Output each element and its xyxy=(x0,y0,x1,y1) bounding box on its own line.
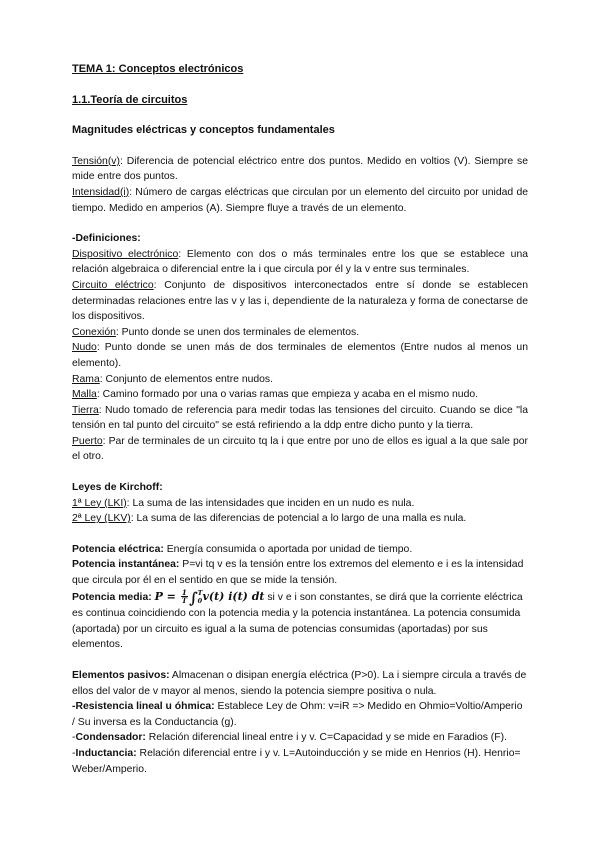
integral-sign: ∫ xyxy=(188,588,198,607)
definition-text: : Nudo tomado de referencia para medir todas las tensiones del circuito. Cuando se dice "la tensión en tal punto del circuito" se está refiriendo a la ddp entre dicho punto y la tierra. xyxy=(72,404,528,432)
definition-text: : Diferencia de potencial eléctrico entre dos puntos. Medido en voltios (V). Siempre se mide entre dos puntos. xyxy=(72,155,528,183)
intensidad-paragraph xyxy=(72,185,528,216)
resistencia-item xyxy=(72,699,528,730)
integral-upper-limit: T xyxy=(197,588,203,597)
fraction-denominator: T xyxy=(181,596,187,606)
kirchhoff-heading: Leyes de Kirchoff: xyxy=(72,482,163,494)
term: 1ª Ley (LKI) xyxy=(72,497,127,509)
term: Elementos pasivos: xyxy=(72,670,170,681)
term: 2ª Ley (LKV) xyxy=(72,513,131,525)
definition-text: : Conjunto de elementos entre nudos. xyxy=(99,373,274,385)
definition-text: : Camino formado por una o varias ramas que empieza y acaba en el mismo nudo. xyxy=(96,389,479,401)
term: Circuito eléctrico xyxy=(72,279,154,291)
term: Conexión xyxy=(72,326,116,338)
definition-item xyxy=(72,434,528,465)
term: Rama xyxy=(72,373,100,385)
document-title: TEMA 1: Conceptos electrónicos xyxy=(72,63,244,75)
term: Potencia eléctrica: xyxy=(72,543,164,555)
term: Potencia instantánea: xyxy=(72,559,180,571)
definition-text: : Elemento con dos o más terminales entre los que se establece una relación algebraica o diferencial entre la i que circula por él y la v entre sus terminales. xyxy=(72,248,528,276)
term: Dispositivo electrónico xyxy=(72,248,179,260)
formula-fraction xyxy=(181,589,188,604)
potencia-instantanea xyxy=(72,557,528,588)
dash: - xyxy=(72,732,76,744)
term: Intensidad(i) xyxy=(72,186,130,198)
integral-lower-limit: 0 xyxy=(197,596,203,605)
definition-text: Energía consumida o aportada por unidad de tiempo. xyxy=(163,543,413,555)
kirchhoff-law xyxy=(72,511,528,527)
fraction-numerator: 1 xyxy=(181,588,187,598)
definition-item xyxy=(72,403,528,434)
definition-item xyxy=(72,278,528,325)
definition-item xyxy=(72,387,528,403)
definition-item xyxy=(72,247,528,278)
term: Tierra xyxy=(72,404,99,416)
definition-text: : Número de cargas eléctricas que circulan por un elemento del circuito por unidad de tiempo. Medido en amperios (A). Siempre fluye a través de un elemento. xyxy=(72,186,528,214)
inductancia-item xyxy=(72,746,528,777)
condensador-item xyxy=(72,730,528,746)
term: Tensión(v) xyxy=(72,155,120,167)
dash: - xyxy=(72,747,76,759)
definition-text: : Punto donde se unen dos terminales de elementos. xyxy=(115,326,360,338)
tension-paragraph xyxy=(72,154,528,185)
definition-item xyxy=(72,325,528,341)
potencia-media-formula xyxy=(154,588,265,607)
definiciones-heading xyxy=(72,231,528,247)
definition-text: Relación diferencial lineal entre i y v. C=Capacidad y se mide en Faradios (F). xyxy=(145,732,507,744)
definition-text: Almacenan o disipan energía eléctrica (P>0). La i siempre circula a través de ellos del valor de v mayor al menos, siendo la potencia siempre positiva o nula. xyxy=(72,670,527,697)
term: Malla xyxy=(72,389,97,401)
term: -Resistencia lineal u óhmica: xyxy=(72,701,215,713)
definition-text: : Par de terminales de un circuito tq la i que entre por uno de ellos es igual a la que sale por el otro. xyxy=(72,435,528,463)
kirchhoff-law xyxy=(72,496,528,512)
heading-text: Definiciones: xyxy=(75,233,141,245)
law-text: : La suma de las intensidades que inciden en un nudo es nula. xyxy=(126,497,415,509)
term: Inductancia: xyxy=(75,747,137,759)
definition-item xyxy=(72,340,528,371)
section-heading: 1.1.Teoría de circuitos xyxy=(72,93,188,106)
term: Puerto xyxy=(72,435,103,447)
definition-text: : Conjunto de dispositivos interconectados entre sí donde se establecen determinadas relaciones entre las v y las i, dependiente de la naturaleza y forma de conectarse de los dispositivos. xyxy=(72,279,528,323)
term: Potencia media: xyxy=(72,591,152,603)
dash: - xyxy=(72,233,76,245)
term: Nudo xyxy=(72,342,97,354)
formula-integrand: v(t) i(t) dt xyxy=(202,589,265,603)
formula-lhs: P = xyxy=(154,589,180,603)
definition-text: : Punto donde se unen más de dos terminales de elementos (Entre nudos al menos un elemento). xyxy=(72,342,528,369)
potencia-media xyxy=(72,589,528,653)
definition-item xyxy=(72,372,528,388)
term: Condensador: xyxy=(75,732,146,744)
definition-text: P=vi tq v es la tensión entre los extremos del elemento e i es la intensidad que circula por él en el sentido en que se mide la tensión. xyxy=(72,559,524,587)
law-text: : La suma de las diferencias de potencial a lo largo de una malla es nula. xyxy=(130,513,467,525)
subsection-heading: Magnitudes eléctricas y conceptos fundamentales xyxy=(72,124,335,137)
document-page xyxy=(72,62,528,777)
definition-text: Establece Ley de Ohm: v=iR => Medido en Ohmio=Voltio/Amperio / Su inversa es la Conductancia (g). xyxy=(72,701,523,728)
potencia-electrica xyxy=(72,542,528,558)
definition-text: si v e i son constantes, se dirá que la corriente eléctrica es continua coincidiendo con la potencia media y la potencia instantánea. La potencia consumida (aportada) por un circuito es igual a la suma de potencias consumidas (aportadas) por sus elementos. xyxy=(72,591,523,651)
definition-text: Relación diferencial entre i y v. L=Autoinducción y se mide en Henrios (H). Henrio= Weber/Amperio. xyxy=(72,747,521,775)
elementos-pasivos xyxy=(72,668,528,699)
